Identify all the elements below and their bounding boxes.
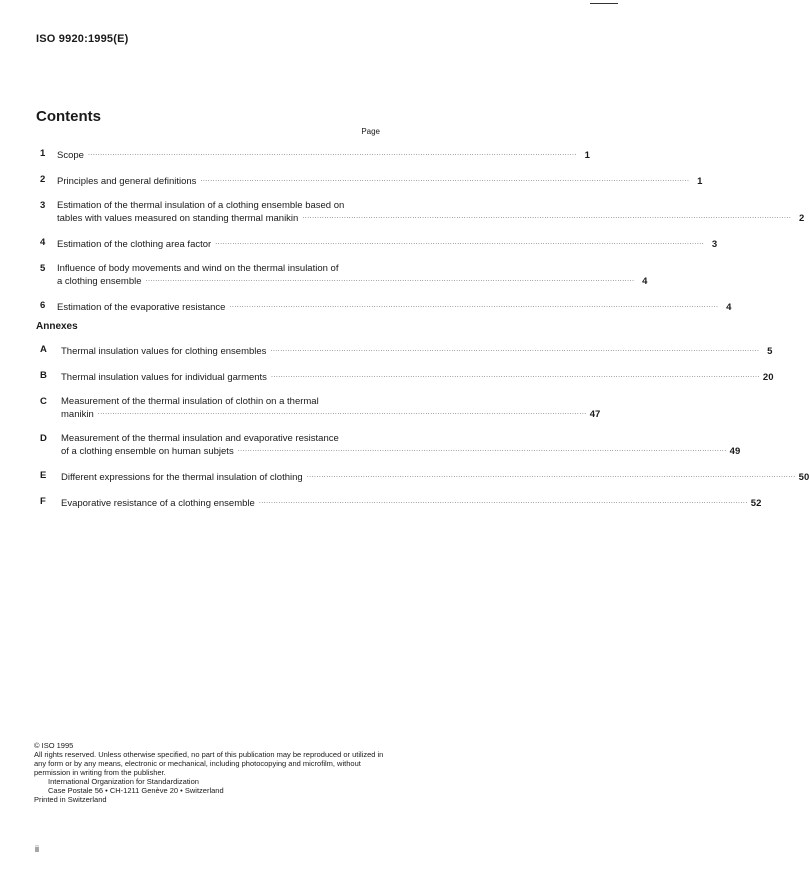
page-number-ref: 3 [711, 239, 718, 250]
toc-entry[interactable] [36, 237, 718, 250]
annex-entry[interactable] [36, 470, 809, 483]
entry-title-line: Estimation of the thermal insulation of a clothing ensemble based on [57, 200, 345, 211]
entry-title-line: Measurement of the thermal insulation of clothin on a thermal [61, 396, 319, 407]
page-number-ref: 47 [589, 409, 601, 420]
entry-title-line: Measurement of the thermal insulation and evaporative resistance [61, 433, 339, 444]
clause-number: 4 [40, 237, 46, 248]
page-number-ref: 2 [799, 213, 805, 224]
annex-letter: E [40, 470, 47, 481]
annex-entry[interactable] [36, 344, 773, 357]
dot-leader: ........................................................................................................................................................................................................ [200, 176, 690, 183]
annex-entry[interactable] [36, 396, 601, 420]
clause-number: 3 [40, 200, 46, 211]
organization-address: Case Postale 56 • CH-1211 Genève 20 • Switzerland [48, 786, 224, 795]
toc-entry[interactable] [36, 300, 732, 313]
page-number-ref: 4 [642, 276, 648, 287]
dot-leader: ........................................................................................................................................................................................................ [270, 346, 760, 353]
annex-letter: F [40, 496, 46, 507]
entry-title-line: Estimation of the evaporative resistance [57, 302, 226, 313]
entry-title-line: tables with values measured on standing thermal manikin [57, 213, 299, 224]
entry-title-line: Evaporative resistance of a clothing ensemble [61, 498, 255, 509]
entry-title-line: Scope [57, 150, 84, 161]
annex-entry[interactable] [36, 496, 762, 509]
entry-title-line: Estimation of the clothing area factor [57, 239, 212, 250]
entry-title-line: Different expressions for the thermal insulation of clothing [61, 472, 303, 483]
annex-letter: D [40, 433, 47, 444]
printed-in: Printed in Switzerland [34, 795, 107, 804]
dot-leader: ........................................................................................................................................................................................................ [87, 150, 577, 157]
entry-title-line: Principles and general definitions [57, 176, 197, 187]
toc-entry[interactable] [36, 200, 805, 224]
page-number-ref: 4 [726, 302, 732, 313]
page-number-ref: 1 [584, 150, 590, 161]
page-number-ref: 50 [798, 472, 809, 483]
dot-leader: ........................................................................................................................................................................................................ [237, 446, 727, 453]
dot-leader: ........................................................................................................................................................................................................ [270, 372, 760, 379]
entry-title-line: manikin [61, 409, 94, 420]
clause-number: 1 [40, 148, 46, 159]
corner-rule [590, 3, 618, 4]
organization-name: International Organization for Standardization [48, 777, 199, 786]
annex-entry[interactable] [36, 370, 774, 383]
dot-leader: ........................................................................................................................................................................................................ [306, 472, 796, 479]
page-number-ref: 20 [762, 372, 774, 383]
page-number-ref: 52 [750, 498, 762, 509]
dot-leader: ........................................................................................................................................................................................................ [215, 239, 705, 246]
rights-statement: All rights reserved. Unless otherwise specified, no part of this publication may be reproduced or utilized in any form or by any means, electronic or mechanical, including photocopying and microfilm, without permission in writing from the publisher. [34, 750, 384, 777]
entry-title-line: Influence of body movements and wind on the thermal insulation of [57, 263, 339, 274]
dot-leader: ........................................................................................................................................................................................................ [302, 213, 792, 220]
dot-leader: ........................................................................................................................................................................................................ [145, 276, 635, 283]
copyright-line: © ISO 1995 [34, 741, 74, 750]
toc-entry[interactable] [36, 263, 648, 287]
clause-number: 5 [40, 263, 46, 274]
entry-title-line: Thermal insulation values for clothing ensembles [61, 346, 267, 357]
annex-entry[interactable] [36, 433, 741, 457]
dot-leader: ........................................................................................................................................................................................................ [97, 409, 587, 416]
annex-letter: C [40, 396, 47, 407]
contents-heading: Contents [36, 108, 101, 125]
dot-leader: ........................................................................................................................................................................................................ [258, 498, 748, 505]
page-column-label: Page [361, 127, 380, 136]
page-number-ref: 49 [729, 446, 741, 457]
annexes-heading: Annexes [36, 321, 78, 332]
page-number-ref: 1 [697, 176, 703, 187]
entry-title-line: of a clothing ensemble on human subjets [61, 446, 234, 457]
clause-number: 6 [40, 300, 46, 311]
document-id: ISO 9920:1995(E) [36, 33, 129, 45]
dot-leader: ........................................................................................................................................................................................................ [229, 302, 719, 309]
clause-number: 2 [40, 174, 46, 185]
page-number: ii [35, 844, 39, 854]
page-number-ref: 5 [767, 346, 773, 357]
table-of-contents [36, 144, 809, 509]
toc-entry[interactable] [36, 174, 703, 187]
entry-title-line: Thermal insulation values for individual garments [61, 372, 267, 383]
annex-list [36, 344, 809, 509]
annex-letter: B [40, 370, 47, 381]
copyright-block [34, 741, 384, 804]
toc-entry[interactable] [36, 148, 590, 161]
entry-title-line: a clothing ensemble [57, 276, 142, 287]
clause-list [36, 148, 805, 313]
annex-letter: A [40, 344, 47, 355]
